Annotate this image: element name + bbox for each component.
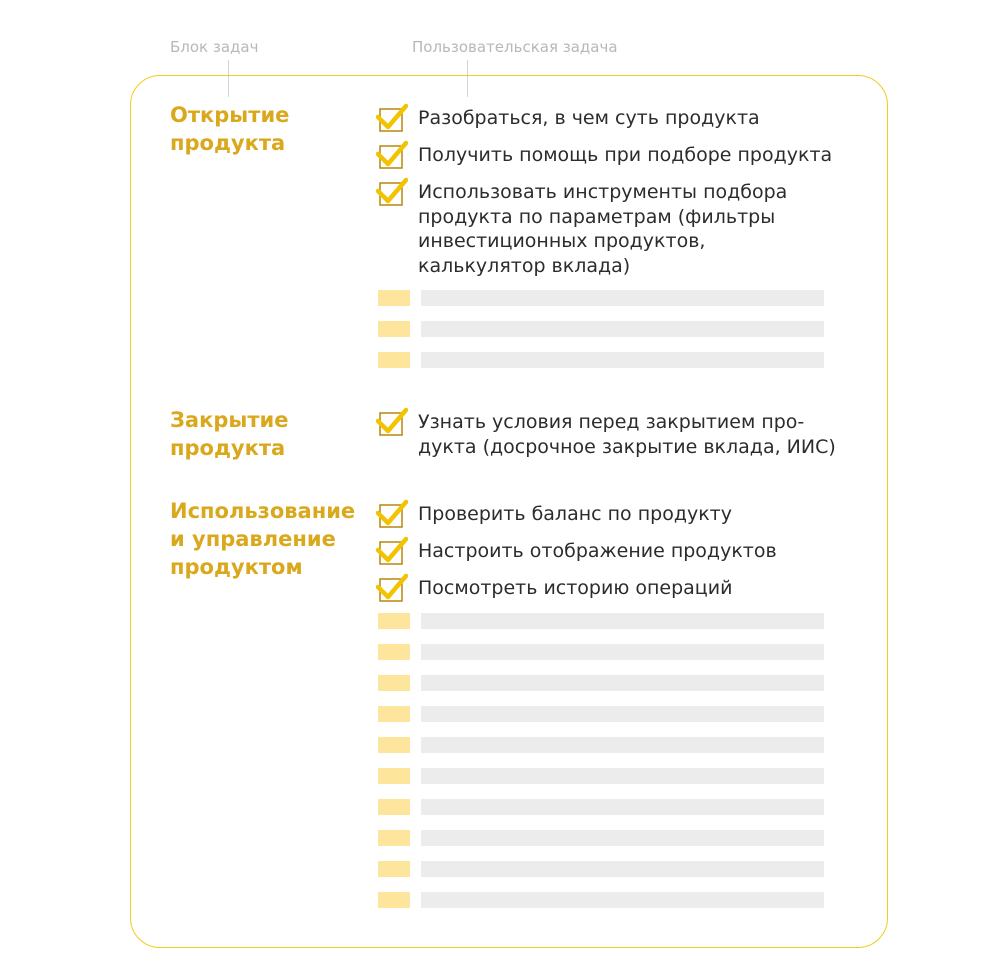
block-title-usage: Использование и управление продуктом (170, 499, 356, 579)
placeholder-row (378, 799, 824, 815)
placeholder-row (378, 613, 824, 629)
placeholder-mark (378, 644, 410, 660)
task-text: Получить помощь при подборе продукта (418, 144, 833, 166)
task-item (376, 576, 856, 603)
placeholder-row (378, 892, 824, 908)
placeholder-row (378, 706, 824, 722)
placeholder-line (421, 321, 824, 337)
checkmark-icon (376, 536, 408, 566)
placeholder-row (378, 290, 824, 306)
placeholder-mark (378, 737, 410, 753)
placeholder-line (421, 768, 824, 784)
placeholder-mark (378, 675, 410, 691)
placeholder-line (421, 706, 824, 722)
placeholder-mark (378, 706, 410, 722)
placeholder-mark (378, 799, 410, 815)
placeholder-mark (378, 830, 410, 846)
block-title-closing: Закрытие продукта (170, 408, 289, 460)
task-text: Посмотреть историю операций (418, 577, 733, 599)
task-item (376, 410, 856, 459)
checkmark-icon (376, 140, 408, 170)
checkmark-icon (376, 407, 408, 437)
placeholder-mark (378, 768, 410, 784)
placeholder-line (421, 352, 824, 368)
placeholder-line (421, 290, 824, 306)
placeholder-line (421, 892, 824, 908)
checkmark-icon (376, 177, 408, 207)
task-item (376, 502, 856, 529)
task-text: Проверить баланс по продукту (418, 503, 732, 525)
placeholder-row (378, 675, 824, 691)
task-text: Разобраться, в чем суть продукта (418, 107, 760, 129)
task-item (376, 539, 856, 566)
placeholder-row (378, 830, 824, 846)
block-title-opening: Открытие продукта (170, 103, 290, 155)
placeholder-row (378, 861, 824, 877)
placeholder-row (378, 644, 824, 660)
placeholder-mark (378, 290, 410, 306)
placeholder-line (421, 799, 824, 815)
task-item (376, 106, 856, 133)
checkmark-icon (376, 103, 408, 133)
placeholder-row (378, 768, 824, 784)
placeholder-line (421, 644, 824, 660)
task-text: Настроить отображение продуктов (418, 540, 777, 562)
task-text: Узнать условия перед закрытием про-дукта (досрочное закрытие вклада, ИИС) (418, 411, 836, 458)
placeholder-mark (378, 321, 410, 337)
placeholder-mark (378, 613, 410, 629)
placeholder-mark (378, 892, 410, 908)
task-text: Использовать инструменты подбора продукта по параметрам (фильтры инвестиционных продуктов, калькулятор вклада) (418, 181, 788, 277)
task-column-label: Пользовательская задача (412, 38, 618, 56)
placeholder-line (421, 675, 824, 691)
checkmark-icon (376, 499, 408, 529)
task-item (376, 143, 856, 170)
placeholder-row (378, 352, 824, 368)
checkmark-icon (376, 573, 408, 603)
task-item (376, 180, 856, 278)
placeholder-row (378, 321, 824, 337)
placeholder-mark (378, 352, 410, 368)
placeholder-line (421, 830, 824, 846)
placeholder-row (378, 737, 824, 753)
placeholder-line (421, 613, 824, 629)
placeholder-line (421, 861, 824, 877)
block-column-label: Блок задач (170, 38, 259, 56)
placeholder-line (421, 737, 824, 753)
placeholder-mark (378, 861, 410, 877)
